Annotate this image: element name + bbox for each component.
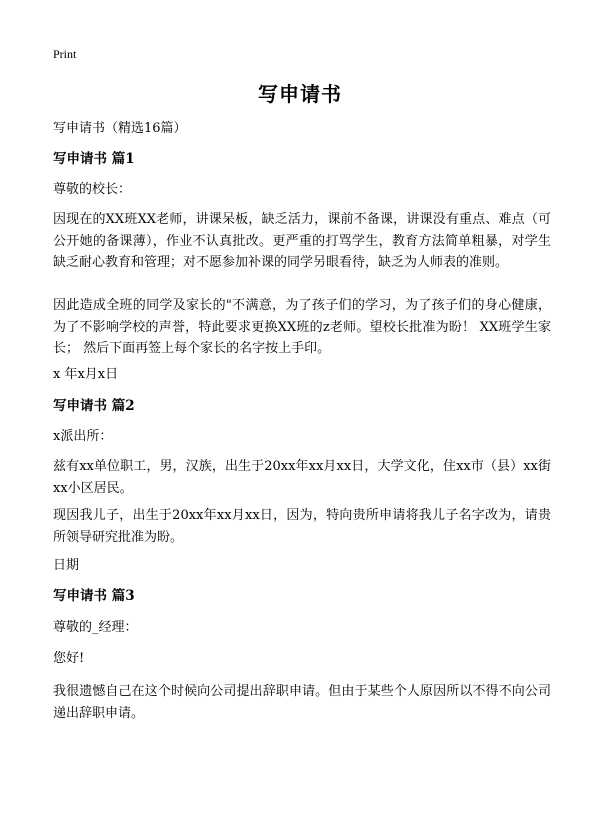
print-label: Print xyxy=(53,47,77,61)
section-2-paragraph-2: 现因我儿子，出生于20xx年xx月xx日，因为，特向贵所申请将我儿子名字改为，请贵所领导研究批准为盼。 xyxy=(53,508,551,545)
section-2-date-line: 日期 xyxy=(53,558,80,573)
section-1-paragraph-2: 因此造成全班的同学及家长的"不满意，为了孩子们的学习，为了孩子们的身心健康，为了不影响学校的声誉，特此要求更换XX班的z老师。望校长批准为盼！ XX班学生家长； 然后下面再签上每个家长的名字按上手印。 xyxy=(53,298,551,356)
section-3-salutation: 尊敬的_经理： xyxy=(53,620,138,635)
section-heading-1: 写申请书 篇1 xyxy=(53,151,135,167)
section-2-salutation: x派出所： xyxy=(53,429,113,444)
section-1-date-line: x 年x月x日 xyxy=(53,367,119,382)
section-3-greeting: 您好! xyxy=(53,651,85,666)
section-1-paragraph-1: 因现在的XX班XX老师，讲课呆板，缺乏活力，课前不备课，讲课没有重点、难点（可公开她的备课薄），作业不认真批改。更严重的打骂学生，教育方法简单粗暴，对学生缺乏耐心教育和管理；对不愿参加补课的同学另眼看待，缺乏为人师表的准则。 xyxy=(53,212,551,270)
document-title: 写申请书 xyxy=(258,82,342,106)
section-heading-3: 写申请书 篇3 xyxy=(53,588,135,604)
section-2-paragraph-1: 兹有xx单位职工，男，汉族，出生于20xx年xx月xx日，大学文化，住xx市（县）xx街xx小区居民。 xyxy=(53,459,551,496)
section-heading-2: 写申请书 篇2 xyxy=(53,398,135,414)
document-subtitle: 写申请书（精选16篇） xyxy=(53,121,187,136)
section-1-salutation: 尊敬的校长： xyxy=(53,182,132,197)
section-3-paragraph-1: 我很遗憾自己在这个时候向公司提出辞职申请。但由于某些个人原因所以不得不向公司递出辞职申请。 xyxy=(53,684,551,721)
